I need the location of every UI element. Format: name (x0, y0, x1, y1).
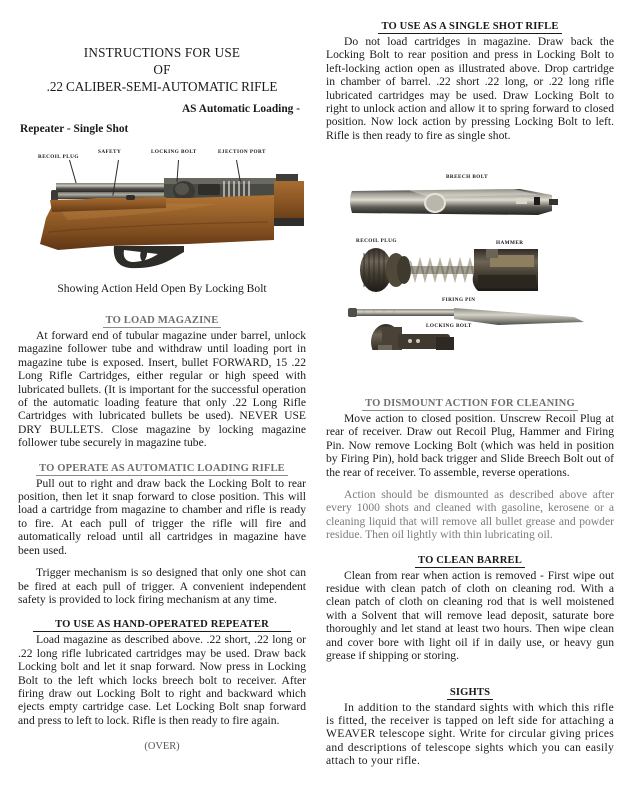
rifle-illustration (38, 148, 306, 276)
title-line-1: INSTRUCTIONS FOR USE (83, 45, 241, 60)
heading-load-magazine: TO LOAD MAGAZINE (18, 315, 306, 328)
left-text-flow (18, 302, 306, 752)
paragraph-sights: In addition to the standard sights with which this rifle is fitted, the receiver is tapped on left side for attaching a WEAVER telescope sight. Write for circular giving prices and descriptions of telescope sights which you can easily attach to your rifle. (326, 700, 614, 768)
left-column (18, 0, 306, 800)
heading-dismount-action: TO DISMOUNT ACTION FOR CLEANING (326, 398, 614, 411)
heading-sights: SIGHTS (326, 687, 614, 700)
page-note-over: (OVER) (144, 741, 180, 753)
paragraph-single-shot-rifle: Do not load cartridges in magazine. Draw back the Locking Bolt to rear position and press in Locking Bolt to left-locking action open as illustrated above. Drop cartridge in chamber of barrel. .22 short .22 long, or .22 long rifle lubricated cartridges may be used. Draw Locking Bolt to right to unlock action and allow it to spring forward to closed position. Now lock action by pressing Locking Bolt to left. Rifle is then ready to fire as single shot. (326, 35, 614, 142)
heading-automatic-loading: TO OPERATE AS AUTOMATIC LOADING RIFLE (18, 463, 306, 476)
title-line-2: OF (153, 62, 171, 77)
heading-single-shot-rifle: TO USE AS A SINGLE SHOT RIFLE (326, 21, 614, 34)
parts-photo-figure (338, 145, 614, 350)
paragraph-dismount-1: Move action to closed position. Unscrew Recoil Plug at rear of receiver. Draw out Recoil Plug, Hammer and Firing Pin. Now remove Locking Bolt (which was held in position by Firing Pin), hold back trigger and Slide Breech Bolt out of the rear of receiver. To assemble, reverse operations. (326, 412, 614, 479)
label-locking-bolt: LOCKING BOLT (151, 149, 197, 155)
label-safety: SAFETY (98, 149, 122, 155)
subtitle-automatic-loading: AS Automatic Loading - (181, 103, 300, 115)
label-locking-bolt-part: LOCKING BOLT (426, 323, 472, 329)
title-line-3: .22 CALIBER-SEMI-AUTOMATIC RIFLE (46, 79, 278, 94)
heading-hand-operated-repeater: TO USE AS HAND-OPERATED REPEATER (18, 619, 306, 632)
rifle-photo-figure (38, 148, 306, 276)
paragraph-clean-barrel: Clean from rear when action is removed - First wipe out residue with clean patch of cloth on cleaning rod. With a clean patch of cloth on cleaning rod that is well moistened with a Solvent that will remove lead deposit, saturate bore thoroughly and let stand at least two hours. Then wipe clean and cover bore with light oil if in daily use, or heavy gun grease if shipping or storing. (326, 568, 614, 663)
paragraph-automatic-loading-1: Pull out to right and draw back the Locking Bolt to rear position, then let it snap forward to close position. This will load a cartridge from magazine to chamber and rifle is ready to fire. At each pull of trigger the rifle will fire and automatically reload until all cartridges in magazine have been used. (18, 476, 306, 557)
paragraph-hand-operated-repeater: Load magazine as described above. .22 short, .22 long or .22 long rifle lubricated cartridges may be used. Draw back Locking bolt and let it snap forward. Now press in Locking Bolt to the left which locks breech bolt to receiver. After firing draw out Locking Bolt to right and backward which ejects empty cartridge case. Let Locking Bolt snap forward and press to left to lock. Rifle is then ready to fire again. (18, 633, 306, 727)
paragraph-automatic-loading-2: Trigger mechanism is so designed that only one shot can be fired at each pull of trigger. A convenient independent safety is provided to lock firing mechanism at any time. (18, 566, 306, 606)
label-recoil-plug-part: RECOIL PLUG (356, 238, 397, 244)
paragraph-load-magazine: At forward end of tubular magazine under barrel, unlock magazine follower tube and withdraw until loading port in magazine tube is exposed. Insert, bullet FORWARD, 15 .22 Long Rifle Cartridges, either regular or high speed with lubricated bullets. (It is important for the successful operation of the automatic loading feature that only .22 Long Rifle Cartridges with lubricated bullets be used). NEVER USE DRY BULLETS. Close magazine by locking magazine follower tube securely in magazine tube. (18, 329, 306, 450)
single-shot-block (326, 0, 614, 142)
heading-clean-barrel: TO CLEAN BARREL (326, 555, 614, 568)
rifle-figure-caption: Showing Action Held Open By Locking Bolt (57, 282, 267, 295)
label-hammer: HAMMER (496, 240, 524, 246)
title-block (18, 0, 306, 135)
label-breech-bolt: BREECH BOLT (446, 174, 489, 180)
label-ejection-port: EJECTION PORT (218, 149, 266, 155)
right-text-flow (326, 385, 614, 768)
label-firing-pin: FIRING PIN (442, 297, 476, 303)
subtitle-repeater-single-shot: Repeater - Single Shot (20, 123, 129, 135)
right-column (326, 0, 614, 800)
paragraph-dismount-2: Action should be dismounted as described above after every 1000 shots and cleaned with gasoline, kerosene or a cleaning liquid that will remove all bullet grease and powder residue. Then oil lightly with thin lubricating oil. (326, 488, 614, 542)
label-recoil-plug: RECOIL PLUG (38, 154, 79, 160)
